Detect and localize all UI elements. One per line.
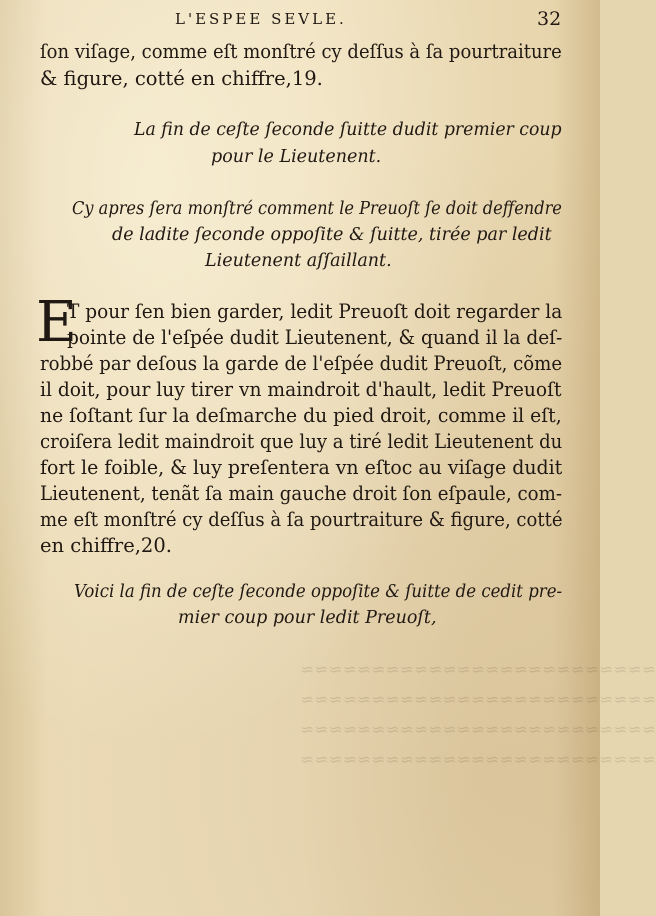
paragraph-line: il doit, pour luy tirer vn maindroit d'hault, ledit Preuoſt [40, 378, 562, 401]
show-through-text: ≈≈≈≈≈≈≈≈≈≈≈≈≈≈≈≈≈≈≈≈≈≈≈≈≈ [300, 660, 656, 680]
heading-line: Lieutenent aſſaillant. [205, 251, 392, 271]
paragraph-line: me eſt monſtré cy deſſus à ſa pourtraiture & figure, cotté [40, 508, 563, 531]
show-through-text: ≈≈≈≈≈≈≈≈≈≈≈≈≈≈≈≈≈≈≈≈≈≈≈≈≈ [300, 690, 656, 710]
paragraph-line: fort le foible, & luy preſentera vn eſtoc au viſage dudit [40, 456, 563, 479]
paragraph-line: pointe de l'eſpée dudit Lieutenent, & quand il la deſ- [67, 326, 563, 349]
running-title: L'ESPEE SEVLE. [175, 10, 347, 28]
show-through-text: ≈≈≈≈≈≈≈≈≈≈≈≈≈≈≈≈≈≈≈≈≈≈≈≈≈ [300, 750, 656, 770]
text-line: ſon viſage, comme eſt monſtré cy deſſus à ſa pourtraiture [40, 40, 562, 63]
paragraph-line: ne ſoſtant ſur la deſmarche du pied droit, comme il eſt, [40, 404, 562, 427]
paragraph-line: robbé par deſous la garde de l'eſpée dudit Preuoſt, cõme [40, 352, 563, 375]
paragraph-line: croiſera ledit maindroit que luy a tiré ledit Lieutenent du [40, 430, 563, 453]
section-end-line: La fin de ceſte ſeconde ſuitte dudit premier coup [134, 120, 562, 140]
page-header [0, 4, 600, 38]
paragraph-line: T pour ſen bien garder, ledit Preuoſt doit regarder la [67, 300, 563, 323]
page-number: 32 [537, 8, 562, 30]
show-through-text: ≈≈≈≈≈≈≈≈≈≈≈≈≈≈≈≈≈≈≈≈≈≈≈≈≈ [300, 720, 656, 740]
heading-line: de ladite ſeconde oppoſite & ſuitte, tirée par ledit [112, 225, 552, 245]
drop-cap: E [36, 290, 77, 355]
paragraph-line: Lieutenent, tenãt ſa main gauche droit ſon eſpaule, com- [40, 482, 562, 505]
section-end-line: pour le Lieutenent. [211, 147, 382, 167]
section-end-line: Voici la fin de ceſte ſeconde oppoſite & ſuitte de cedit pre- [74, 582, 563, 602]
paragraph-line: en chiffre,20. [40, 534, 172, 557]
text-line: & figure, cotté en chiffre,19. [40, 67, 323, 90]
heading-line: Cy apres ſera monſtré comment le Preuoſt ſe doit deffendre [72, 199, 562, 219]
section-end-line: mier coup pour ledit Preuoſt, [178, 608, 437, 628]
